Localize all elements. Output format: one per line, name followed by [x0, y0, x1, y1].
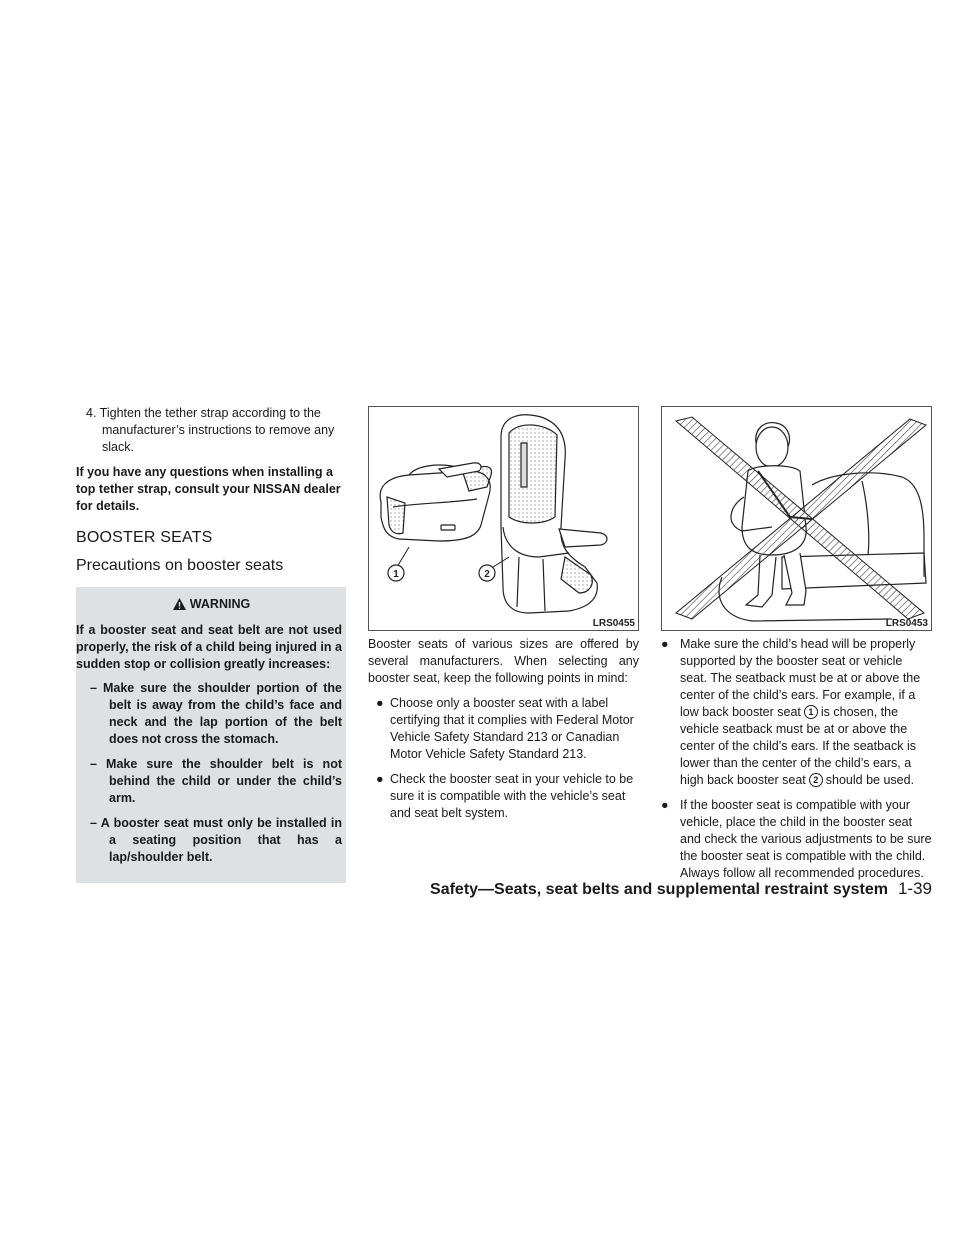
- bullet-item: [661, 636, 932, 789]
- warning-triangle-icon: [172, 597, 187, 611]
- warning-label: WARNING: [189, 597, 251, 611]
- low-back-booster-drawing: [380, 463, 491, 541]
- bullet-text: Check the booster seat in your vehicle to be sure it is compatible with the vehicle’s seat and seat belt system.: [390, 772, 634, 820]
- warning-box: [76, 587, 346, 883]
- bullet-dot: ●: [376, 696, 384, 710]
- page-number: 1-39: [897, 879, 932, 898]
- svg-text:1: 1: [393, 569, 399, 580]
- high-back-booster-drawing: [501, 415, 607, 613]
- bullet-dot: ●: [661, 798, 669, 812]
- bullet-text-part: should be used.: [825, 773, 915, 787]
- section-title: BOOSTER SEATS: [76, 529, 213, 546]
- left-column: [76, 405, 346, 883]
- callout-ref-1: 1: [804, 705, 818, 719]
- bullet-item: [368, 695, 639, 763]
- bullet-item: [368, 771, 639, 822]
- booster-seats-illustration: [369, 407, 638, 630]
- bullet-text-part: Make sure the child’s head will be properly supported by the booster seat or vehicle seat. The seatback must be at or above the center of the child’s ears. For example, if a low back booster seat: [680, 637, 921, 719]
- booster-intro: Booster seats of various sizes are offered by several manufacturers. When selecting any booster seat, keep the following points in mind:: [368, 637, 639, 685]
- bullet-text: Choose only a booster seat with a label certifying that it complies with Federal Motor Vehicle Safety Standard 213 or Canadian Motor Vehicle Safety Standard 213.: [390, 696, 634, 761]
- figure-code: LRS0453: [885, 618, 928, 629]
- warning-header: [76, 596, 346, 613]
- callout-ref-2: 2: [809, 773, 823, 787]
- right-column: [661, 636, 932, 890]
- incorrect-seating-illustration: [662, 407, 931, 630]
- bullet-item: [661, 797, 932, 882]
- step-4: 4. Tighten the tether strap according to the manufacturer’s instructions to remove any slack.: [86, 406, 335, 454]
- warning-item: – Make sure the shoulder belt is not behind the child or under the child’s arm.: [90, 757, 342, 805]
- warning-intro: If a booster seat and seat belt are not used properly, the risk of a child being injured in a sudden stop or collision greatly increases:: [76, 623, 342, 671]
- warning-item: – A booster seat must only be installed in a seating position that has a lap/shoulder belt.: [90, 816, 342, 864]
- callout-1: [388, 547, 409, 581]
- bullet-text-part: is chosen, the vehicle seatback must be at or above the center of the child’s ears. If the seatback is lower than the center of the child’s ears, a high back booster seat: [680, 705, 917, 787]
- booster-seats-figure: [368, 406, 639, 631]
- footer-section-title: Safety—Seats, seat belts and supplemental restraint system: [430, 881, 888, 898]
- page-footer: [430, 879, 932, 899]
- middle-column: [368, 636, 639, 830]
- bullet-dot: ●: [376, 772, 384, 786]
- svg-text:2: 2: [484, 569, 490, 580]
- incorrect-seating-figure: [661, 406, 932, 631]
- warning-item: – Make sure the shoulder portion of the belt is away from the child’s face and neck and the lap portion of the belt does not cross the stomach.: [90, 681, 342, 746]
- bullet-text: If the booster seat is compatible with your vehicle, place the child in the booster seat and check the various adjustments to be sure the booster seat is compatible with the child. Always follow all recommended procedures.: [680, 798, 932, 880]
- subsection-title: Precautions on booster seats: [76, 557, 284, 574]
- bullet-dot: ●: [661, 637, 669, 651]
- dealer-note: If you have any questions when installing a top tether strap, consult your NISSAN dealer for details.: [76, 465, 341, 513]
- figure-code: LRS0455: [592, 618, 635, 629]
